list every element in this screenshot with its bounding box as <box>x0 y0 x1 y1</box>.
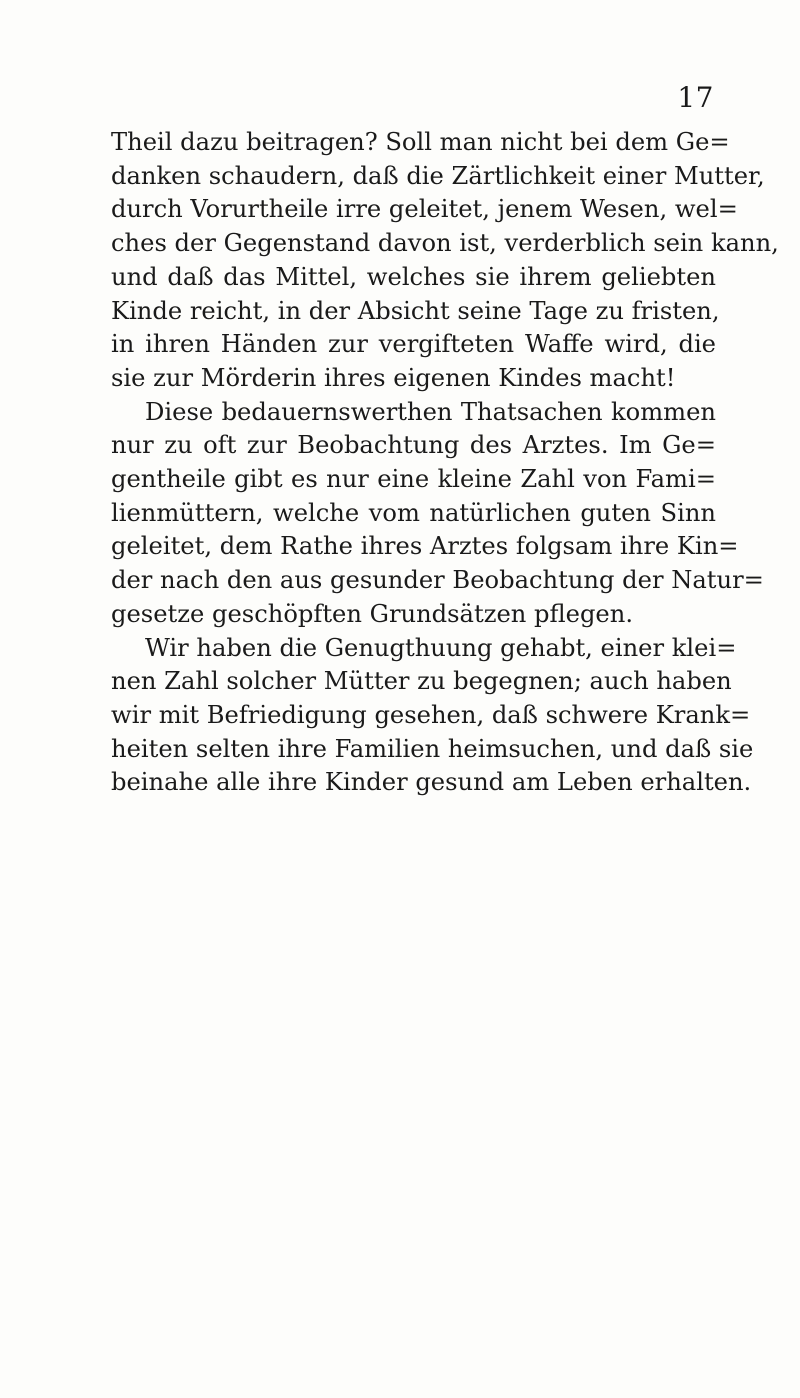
text-line: gesetze geschöpften Grundsätzen pflegen. <box>111 599 634 628</box>
text-line: heiten selten ihre Familien heimsuchen, und daß sie <box>111 734 754 763</box>
text-line: danken schaudern, daß die Zärtlichkeit einer Mutter, <box>111 161 765 190</box>
text-line: gentheile gibt es nur eine kleine Zahl von Fami= <box>111 465 716 494</box>
text-line: nur zu oft zur Beobachtung des Arztes. Im Ge= <box>111 431 716 460</box>
text-line: nen Zahl solcher Mütter zu begegnen; auch haben <box>111 667 732 696</box>
text-line: geleitet, dem Rathe ihres Arztes folgsam ihre Kin= <box>111 532 739 561</box>
text-line: Kinde reicht, in der Absicht seine Tage zu fristen, <box>111 296 720 325</box>
text-line: der nach den aus gesunder Beobachtung der Natur= <box>111 566 764 595</box>
text-line: ches der Gegenstand davon ist, verderblich sein kann, <box>111 229 779 258</box>
text-line: wir mit Befriedigung gesehen, daß schwere Krank= <box>111 700 751 729</box>
text-line: Theil dazu beitragen? Soll man nicht bei dem Ge= <box>111 128 730 156</box>
text-line: beinahe alle ihre Kinder gesund am Leben erhalten. <box>111 768 752 797</box>
text-line: und daß das Mittel, welches sie ihrem geliebten <box>111 262 716 291</box>
body-text <box>111 126 779 800</box>
page-number: 17 <box>677 81 714 114</box>
text-line: Wir haben die Genugthuung gehabt, einer klei= <box>145 633 737 662</box>
text-line: sie zur Mörderin ihres eigenen Kindes macht! <box>111 363 676 392</box>
text-line: lienmüttern, welche vom natürlichen guten Sinn <box>111 498 716 527</box>
text-line: durch Vorurtheile irre geleitet, jenem Wesen, wel= <box>111 195 738 224</box>
text-line: in ihren Händen zur vergifteten Waffe wird, die <box>111 330 716 359</box>
text-line: Diese bedauernswerthen Thatsachen kommen <box>145 397 716 426</box>
